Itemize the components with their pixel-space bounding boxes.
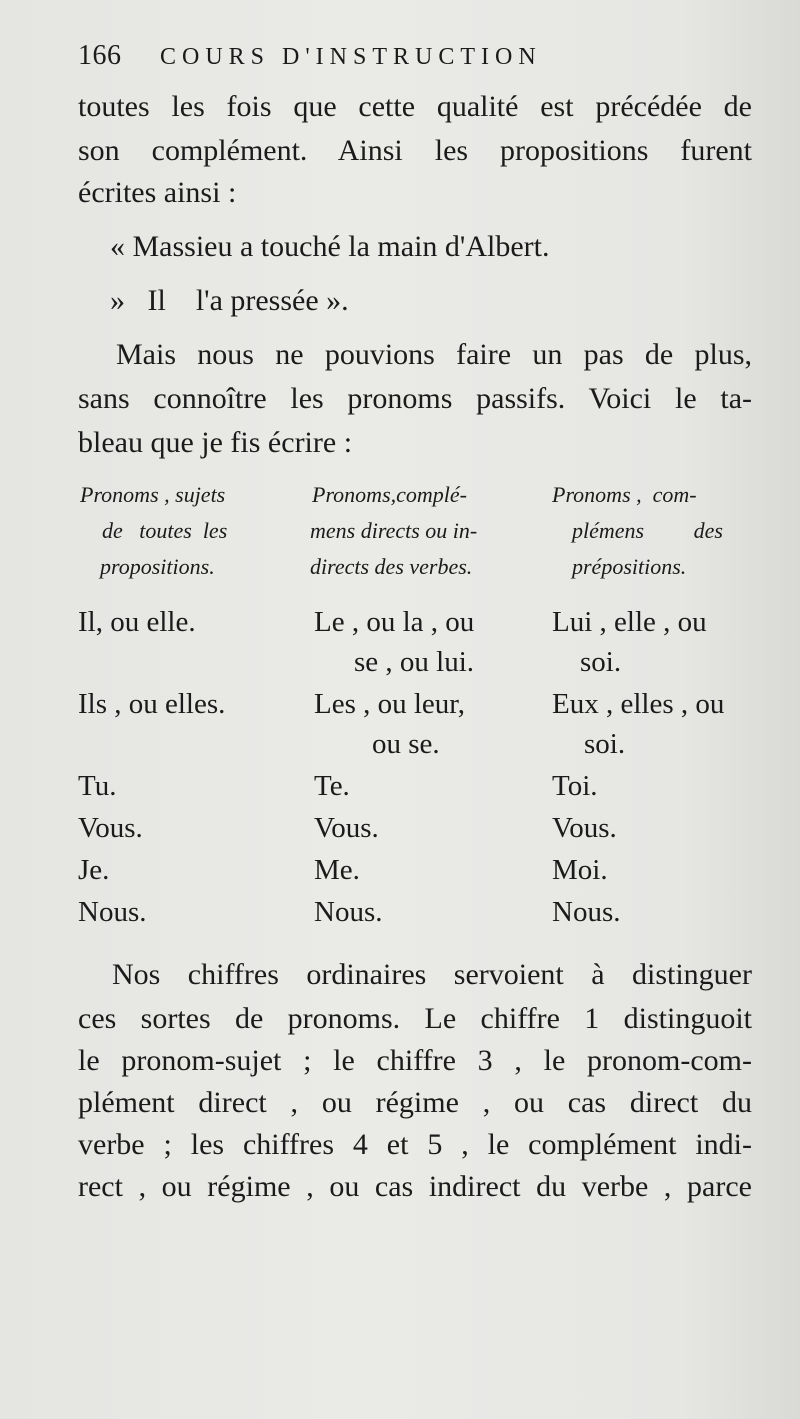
page-header bbox=[78, 40, 752, 72]
table-cell: Je. bbox=[78, 854, 110, 886]
table-cell: Nous. bbox=[552, 896, 621, 928]
table-cell: Vous. bbox=[314, 812, 379, 844]
table-cell: Tu. bbox=[78, 770, 117, 802]
paragraph-line: verbe ; les chiffres 4 et 5 , le complément indi- bbox=[78, 1128, 752, 1161]
table-cell: soi. bbox=[580, 646, 622, 678]
table-cell: Ils , ou elles. bbox=[78, 688, 226, 720]
quote-line: » Il l'a pressée ». bbox=[110, 284, 349, 317]
table-cell: Me. bbox=[314, 854, 360, 886]
table-cell: soi. bbox=[584, 728, 626, 760]
paragraph-line: son complément. Ainsi les propositions furent bbox=[78, 134, 752, 167]
quote-line: « Massieu a touché la main d'Albert. bbox=[110, 230, 550, 263]
table-cell: Te. bbox=[314, 770, 350, 802]
page-number: 166 bbox=[78, 40, 122, 71]
paragraph-line: rect , ou régime , ou cas indirect du verbe , parce bbox=[78, 1170, 752, 1203]
paragraph-line: le pronom-sujet ; le chiffre 3 , le pronom-com- bbox=[78, 1044, 752, 1077]
paragraph-line: Nos chiffres ordinaires servoient à distinguer bbox=[112, 958, 752, 991]
paragraph-line: sans connoître les pronoms passifs. Voici le ta- bbox=[78, 382, 752, 415]
table-cell: Il, ou elle. bbox=[78, 606, 196, 638]
table-cell: Toi. bbox=[552, 770, 598, 802]
table-header-col3: prépositions. bbox=[572, 554, 687, 579]
table-cell: Le , ou la , ou bbox=[314, 606, 475, 638]
paragraph-line: bleau que je fis écrire : bbox=[78, 426, 353, 459]
paragraph-line: toutes les fois que cette qualité est précédée de bbox=[78, 90, 752, 123]
table-cell: Vous. bbox=[78, 812, 143, 844]
table-cell: Les , ou leur, bbox=[314, 688, 466, 720]
table-cell: Eux , elles , ou bbox=[552, 688, 725, 720]
table-cell: se , ou lui. bbox=[354, 646, 475, 678]
table-cell: Moi. bbox=[552, 854, 608, 886]
table-header-col2: mens directs ou in- bbox=[310, 518, 478, 543]
paragraph-line: plément direct , ou régime , ou cas direct du bbox=[78, 1086, 752, 1119]
table-header-col1: de toutes les bbox=[102, 518, 228, 543]
table-header-col1: propositions. bbox=[100, 554, 215, 579]
paragraph-line: écrites ainsi : bbox=[78, 176, 237, 209]
table-header-col2: Pronoms,complé- bbox=[312, 482, 467, 507]
running-title: COURS D'INSTRUCTION bbox=[160, 44, 542, 70]
table-header-col2: directs des verbes. bbox=[310, 554, 473, 579]
table-cell: Nous. bbox=[314, 896, 383, 928]
table-cell: Lui , elle , ou bbox=[552, 606, 707, 638]
table-cell: Nous. bbox=[78, 896, 147, 928]
table-header-col1: Pronoms , sujets bbox=[80, 482, 226, 507]
paragraph-line: Mais nous ne pouvions faire un pas de plus, bbox=[116, 338, 752, 371]
table-cell: Vous. bbox=[552, 812, 617, 844]
table-header-col3: plémens des bbox=[572, 518, 723, 543]
table-header-col3: Pronoms , com- bbox=[552, 482, 697, 507]
paragraph-line: ces sortes de pronoms. Le chiffre 1 distinguoit bbox=[78, 1002, 752, 1035]
table-cell: ou se. bbox=[372, 728, 440, 760]
